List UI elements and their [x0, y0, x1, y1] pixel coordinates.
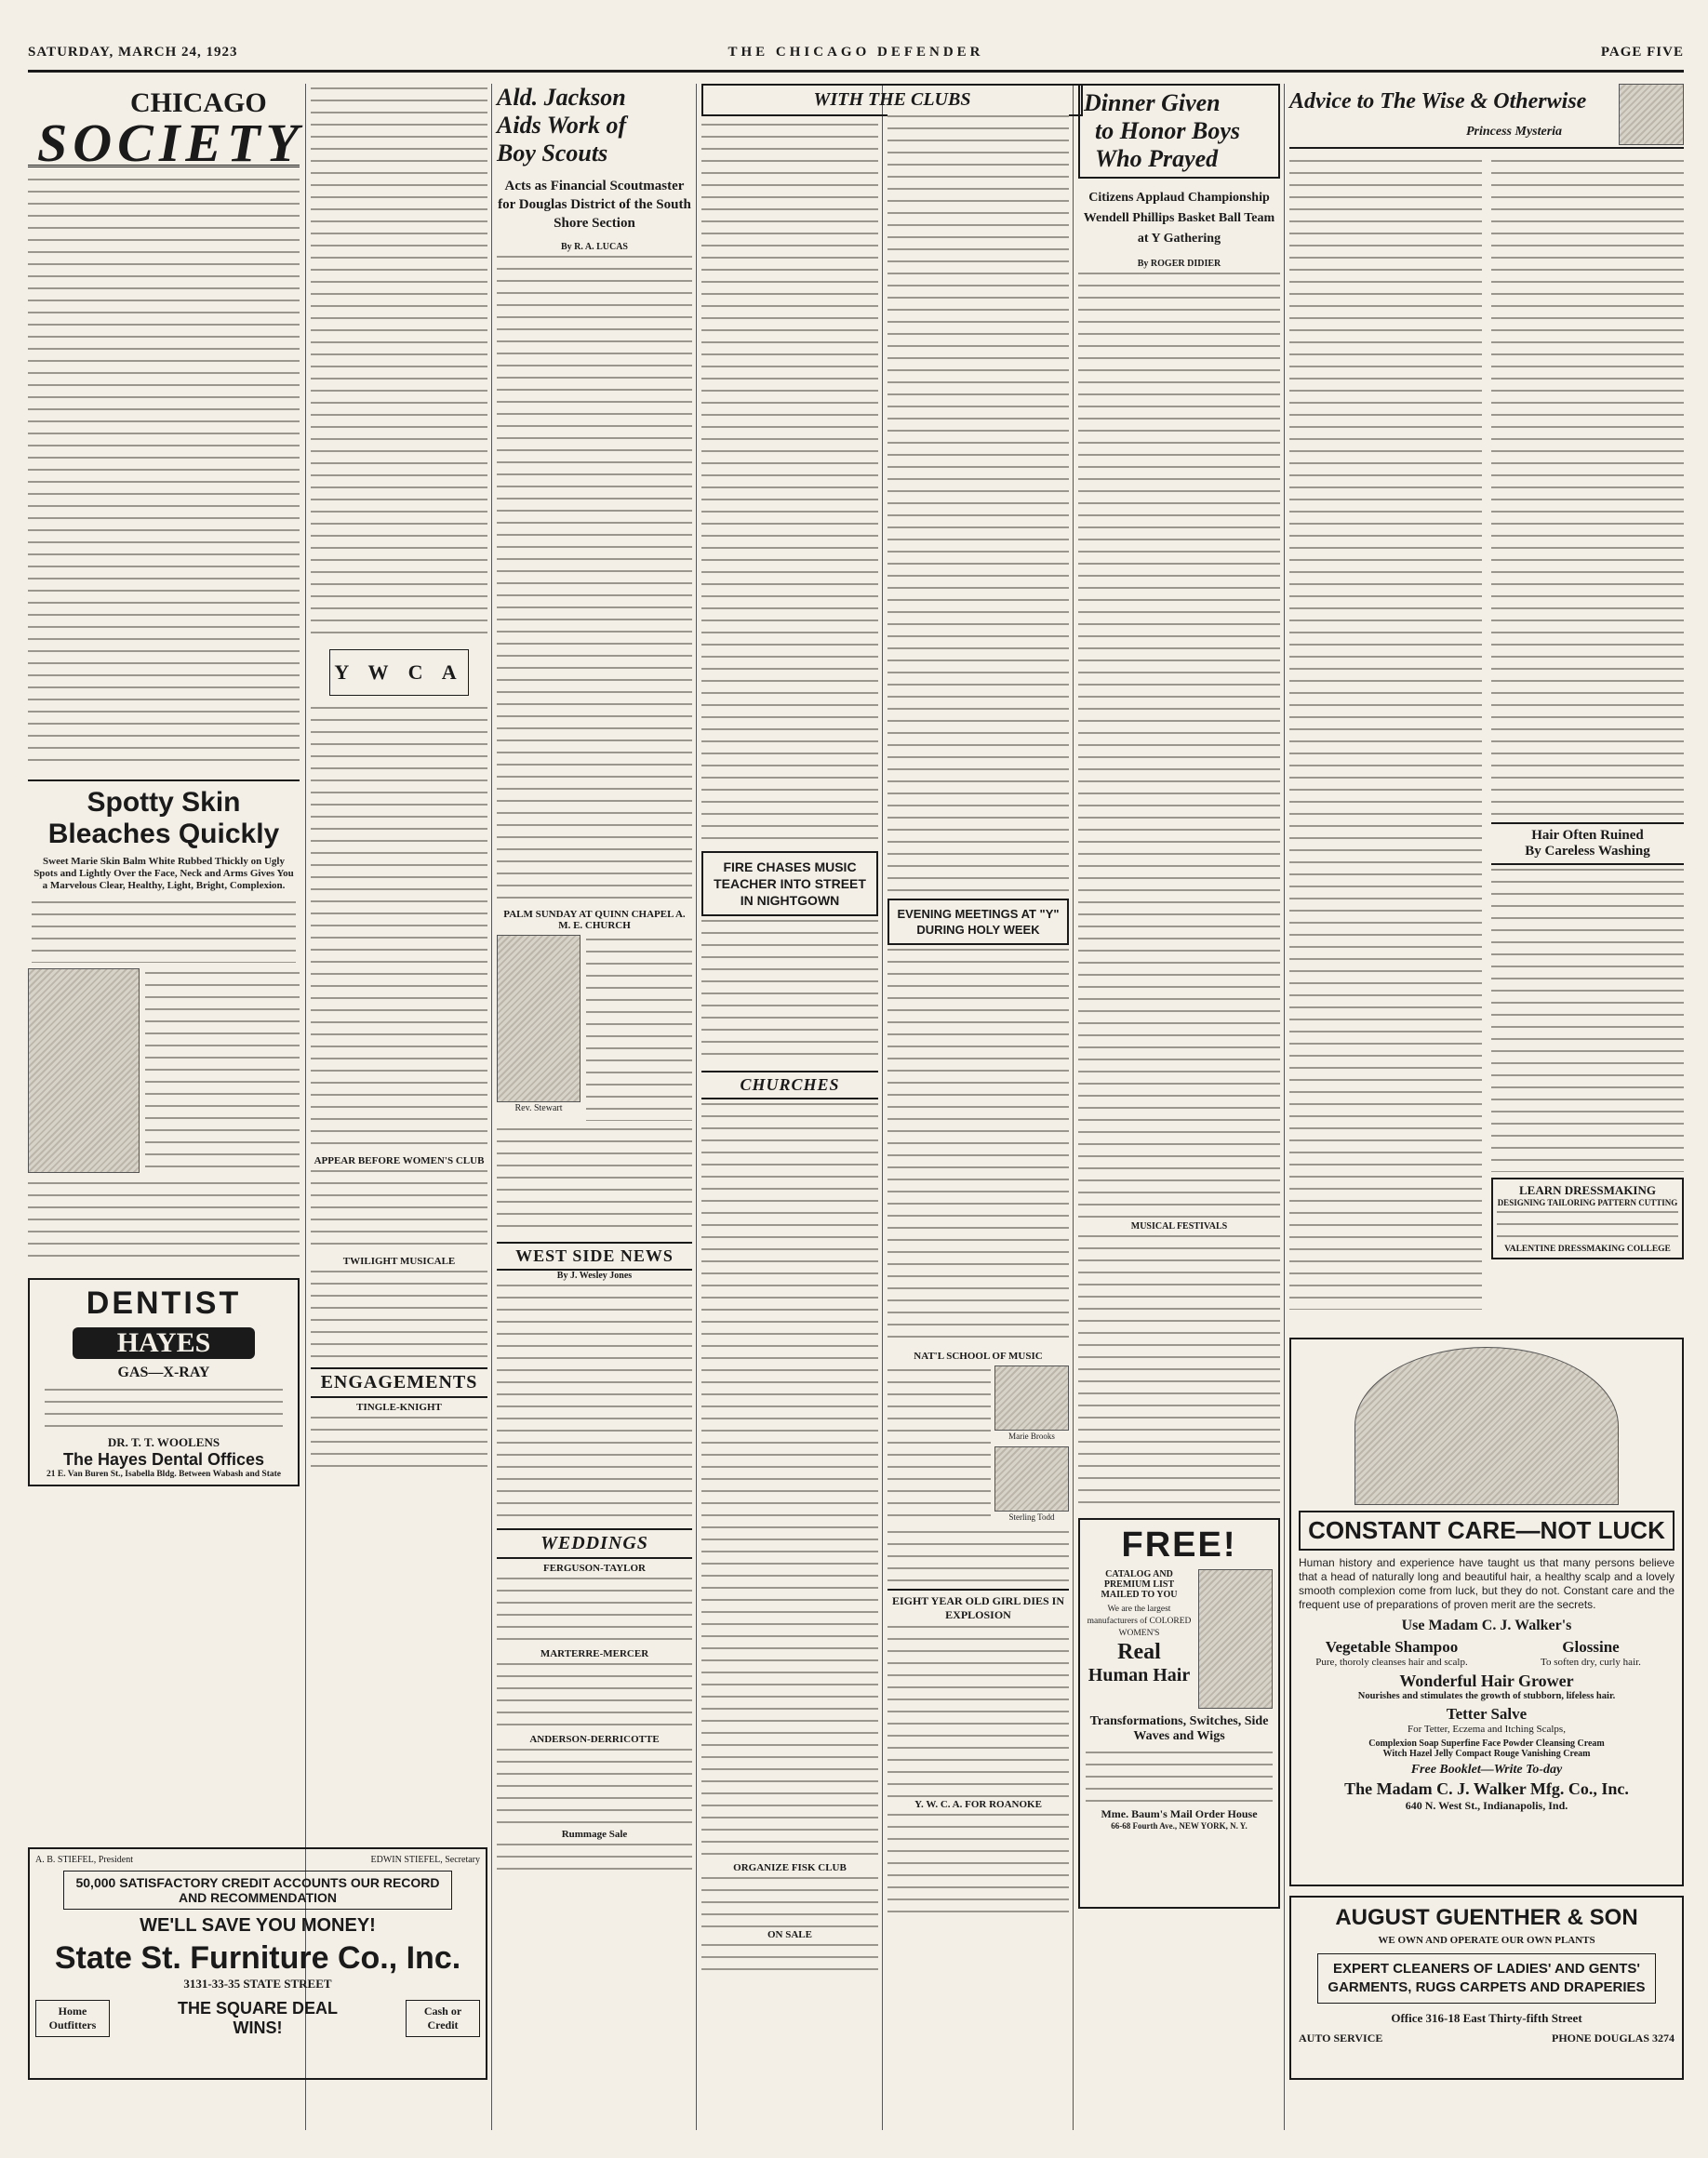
hair-heading-1: Hair Often Ruined [1531, 828, 1644, 843]
dentist-address: 21 E. Van Buren St., Isabella Bldg. Between Wabash and State [47, 1470, 281, 1479]
column-rule [1073, 84, 1074, 2130]
advice-title: Advice to The Wise & Otherwise [1289, 89, 1587, 113]
dentist-prices [45, 1385, 283, 1432]
guenther-body: EXPERT CLEANERS OF LADIES' AND GENTS' GARMENTS, RUGS CARPETS AND DRAPERIES [1317, 1953, 1656, 2004]
stiefel-president: A. B. STIEFEL, President [35, 1855, 133, 1865]
anderson-text [497, 1745, 692, 1829]
column-rule [305, 84, 306, 2130]
dentist-office: The Hayes Dental Offices [62, 1450, 265, 1469]
musical-text [1078, 1232, 1280, 1511]
society-text [28, 175, 300, 770]
valentine-name: VALENTINE DRESSMAKING COLLEGE [1504, 1245, 1671, 1254]
page-number: PAGE FIVE [1600, 45, 1684, 60]
jackson-text [497, 252, 692, 903]
society-header [28, 84, 304, 173]
walker-tetter-sub: For Tetter, Eczema and Itching Scalps, [1408, 1724, 1566, 1735]
column-6 [1078, 84, 1280, 2130]
walker-glossine-sub: To soften dry, curly hair. [1541, 1657, 1641, 1668]
palm-text [586, 935, 692, 1121]
marterre-heading: MARTERRE-MERCER [540, 1648, 649, 1659]
tingle-text [311, 1413, 487, 1469]
stiefel-secretary: EDWIN STIEFEL, Secretary [370, 1855, 480, 1865]
clubs-text [701, 120, 878, 846]
national-text [887, 1365, 991, 1524]
society-main-word: SOCIETY [37, 113, 304, 173]
spotty-title-2: Bleaches Quickly [47, 819, 280, 849]
churches-heading: CHURCHES [701, 1071, 878, 1099]
eight-heading: EIGHT YEAR OLD GIRL DIES IN EXPLOSION [887, 1589, 1069, 1622]
todd-caption: Sterling Todd [1008, 1512, 1055, 1522]
walker-body: Human history and experience have taught us that many persons believe that a head of naturally long and beautiful hair, a healthy scalp and a lovely smooth complexion come from luck, but they do not. Constant care and the frequent use of preparations of proven merit are the secrets. [1299, 1556, 1675, 1611]
transformations: Transformations, Switches, Side Waves and Wigs [1089, 1714, 1269, 1743]
advice-illustration [1619, 84, 1684, 145]
jackson-byline: By R. A. LUCAS [561, 242, 628, 252]
weddings-heading: WEDDINGS [497, 1528, 692, 1559]
on-sale-text [701, 1940, 878, 1978]
walker-portrait [1354, 1347, 1619, 1505]
dinner-headline-1: Dinner Given [1084, 89, 1221, 116]
clubs-heading: WITH THE CLUBS [701, 84, 1083, 116]
brooks-portrait [994, 1365, 1069, 1431]
baum-hair-ad [1078, 1518, 1280, 1909]
real-word: Real [1117, 1640, 1161, 1664]
roanoke-heading: Y. W. C. A. FOR ROANOKE [914, 1799, 1042, 1810]
fire-text [701, 916, 878, 1065]
palm-heading: PALM SUNDAY AT QUINN CHAPEL A. M. E. CHURCH [503, 909, 686, 931]
stiefel-cash: Cash or Credit [406, 2000, 480, 2037]
dentist-name: DR. T. T. WOOLENS [107, 1435, 220, 1449]
society-top-word: CHICAGO [130, 87, 267, 118]
fire-heading: FIRE CHASES MUSIC TEACHER INTO STREET IN NIGHTGOWN [701, 851, 878, 916]
ywca-letters: Y W C A [334, 660, 464, 684]
walker-use: Use Madam C. J. Walker's [1401, 1618, 1572, 1633]
appear-heading: APPEAR BEFORE WOMEN'S CLUB [314, 1155, 485, 1166]
walker-free-booklet: Free Booklet—Write To-day [1410, 1763, 1563, 1777]
masthead [28, 35, 1684, 73]
rummage-heading: Rummage Sale [561, 1829, 628, 1840]
spotty-text-3 [28, 1179, 300, 1267]
fisk-heading: ORGANIZE FISK CLUB [733, 1862, 847, 1873]
ferguson-text [497, 1574, 692, 1648]
walker-ad [1289, 1338, 1684, 1886]
dentist-title: DENTIST [86, 1285, 242, 1321]
stiefel-square: THE SQUARE DEAL WINS! [177, 1999, 338, 2037]
eight-text [887, 1622, 1069, 1799]
dress-heading: LEARN DRESSMAKING [1519, 1183, 1656, 1197]
jackson-deck: Acts as Financial Scoutmaster for Douglas District of the South Shore Section [498, 179, 691, 231]
column-rule [882, 84, 883, 2130]
walker-glossine: Glossine [1562, 1638, 1620, 1656]
wig-illustration [1198, 1569, 1273, 1709]
evening-heading: EVENING MEETINGS AT "Y" DURING HOLY WEEK [887, 899, 1069, 945]
walker-soaps-2: Witch Hazel Jelly Compact Rouge Vanishing Cream [1382, 1749, 1591, 1759]
human-hair: Human Hair [1088, 1665, 1191, 1685]
paper-name: THE CHICAGO DEFENDER [727, 45, 984, 60]
column-2 [311, 84, 487, 1832]
ywca-emblem [329, 649, 469, 696]
walker-maker: The Madam C. J. Walker Mfg. Co., Inc. [1344, 1779, 1629, 1798]
stiefel-save: WE'LL SAVE YOU MONEY! [140, 1915, 376, 1936]
jackson-headline-3: Boy Scouts [497, 140, 608, 167]
national-text-2 [887, 1527, 1069, 1583]
walker-shampoo: Vegetable Shampoo [1325, 1638, 1459, 1656]
tingle-heading: TINGLE-KNIGHT [356, 1402, 442, 1413]
guenther-office: Office 316-18 East Thirty-fifth Street [1391, 2011, 1582, 2025]
hayes-logo: HAYES [73, 1327, 255, 1359]
baum-name: Mme. Baum's Mail Order House [1101, 1807, 1258, 1820]
princess-mysteria: Princess Mysteria [1466, 125, 1563, 139]
walker-tetter: Tetter Salve [1446, 1705, 1528, 1723]
baum-text [1086, 1748, 1273, 1804]
spotty-title-1: Spotty Skin [87, 787, 241, 818]
column-rule [491, 84, 492, 2130]
roanoke-text [887, 1810, 1069, 1922]
dinner-byline: By ROGER DIDIER [1137, 259, 1221, 269]
anderson-heading: ANDERSON-DERRICOTTE [529, 1734, 660, 1745]
society-text-continued [311, 84, 487, 642]
westside-heading: WEST SIDE NEWS [497, 1242, 692, 1271]
dinner-text [1078, 269, 1280, 1218]
guenther-title: AUGUST GUENTHER & SON [1335, 1905, 1638, 1930]
jackson-headline-1: Ald. Jackson [497, 84, 626, 111]
dinner-headline-3: Who Prayed [1095, 145, 1219, 172]
dressmaking-ad [1491, 1178, 1684, 1259]
dinner-deck: Citizens Applaud Championship Wendell Phillips Basket Ball Team at Y Gathering [1083, 191, 1275, 246]
stiefel-accounts: 50,000 SATISFACTORY CREDIT ACCOUNTS OUR RECORD AND RECOMMENDATION [63, 1871, 452, 1910]
walker-soaps: Complexion Soap Superfine Face Powder Cleansing Cream [1368, 1738, 1605, 1749]
ferguson-heading: FERGUSON-TAYLOR [542, 1563, 647, 1574]
stiefel-name: State St. Furniture Co., Inc. [54, 1940, 461, 1976]
on-sale-heading: ON SALE [767, 1929, 812, 1940]
hair-heading-2: By Careless Washing [1525, 844, 1650, 859]
fisk-text [701, 1873, 878, 1929]
twilight-text [311, 1267, 487, 1360]
evening-text [887, 945, 1069, 1345]
westside-byline: By J. Wesley Jones [556, 1271, 633, 1281]
spotty-skin-ad [28, 779, 300, 1267]
walker-grower: Wonderful Hair Grower [1399, 1672, 1574, 1690]
gas-xray: GAS—X-RAY [117, 1365, 210, 1380]
brooks-caption: Marie Brooks [1008, 1432, 1055, 1441]
advice-text-left [1289, 156, 1482, 1310]
stewart-portrait [497, 935, 580, 1102]
dinner-headline-2: to Honor Boys [1095, 117, 1241, 144]
advice-header [1289, 84, 1684, 149]
woman-illustration [28, 968, 140, 1173]
guenther-auto: AUTO SERVICE [1299, 2031, 1383, 2045]
column-society [28, 84, 304, 2130]
portrait-caption: Rev. Stewart [514, 1103, 563, 1113]
newspaper-page [28, 35, 1684, 2138]
palm-text-2 [497, 1125, 692, 1236]
appear-text [311, 1166, 487, 1250]
musical-heading: MUSICAL FESTIVALS [1130, 1221, 1228, 1232]
column-advice [1289, 84, 1684, 1330]
column-4 [701, 84, 971, 2130]
colored-line: We are the largest manufacturers of COLORED WOMEN'S [1087, 1605, 1192, 1638]
spotty-text-2 [145, 968, 300, 1173]
stiefel-furniture-ad [28, 1847, 487, 2080]
guenther-sub: WE OWN AND OPERATE OUR OWN PLANTS [1378, 1935, 1595, 1946]
todd-portrait [994, 1446, 1069, 1512]
marterre-text [497, 1659, 692, 1734]
catalog-line: CATALOG AND PREMIUM LIST MAILED TO YOU [1101, 1569, 1178, 1600]
walker-shampoo-sub: Pure, thoroly cleanses hair and scalp. [1315, 1657, 1468, 1668]
free-word: FREE! [1121, 1525, 1237, 1565]
walker-grower-sub: Nourishes and stimulates the growth of stubborn, lifeless hair. [1357, 1691, 1616, 1701]
jackson-headline-2: Aids Work of [497, 112, 627, 139]
walker-title: CONSTANT CARE—NOT LUCK [1299, 1511, 1675, 1551]
advice-text-right [1491, 156, 1684, 817]
dentist-ad [28, 1278, 300, 1486]
guenther-phone: PHONE DOUGLAS 3274 [1551, 2031, 1675, 2045]
spotty-text [32, 898, 296, 963]
national-heading: NAT'L SCHOOL OF MUSIC [914, 1351, 1043, 1362]
guenther-ad [1289, 1896, 1684, 2080]
stiefel-home: Home Outfitters [35, 2000, 110, 2037]
ywca-text [311, 703, 487, 1150]
westside-text [497, 1281, 692, 1523]
issue-date: SATURDAY, MARCH 24, 1923 [28, 45, 238, 60]
stiefel-address: 3131-33-35 STATE STREET [183, 1977, 332, 1991]
column-rule [696, 84, 697, 2130]
spotty-subtitle: Sweet Marie Skin Balm White Rubbed Thickly on Ugly Spots and Lightly Over the Face, Neck and Arms Gives You a Marvelous Clear, Healthy, Light, Bright, Complexion. [33, 856, 294, 891]
dress-sub: DESIGNING TAILORING PATTERN CUTTING [1497, 1198, 1678, 1207]
churches-text [701, 1099, 878, 1862]
dress-text [1497, 1207, 1678, 1245]
twilight-heading: TWILIGHT MUSICALE [342, 1256, 456, 1267]
rummage-text [497, 1840, 692, 1877]
baum-address: 66-68 Fourth Ave., NEW YORK, N. Y. [1111, 1821, 1248, 1831]
engagements-heading: ENGAGEMENTS [311, 1367, 487, 1398]
column-3 [497, 84, 692, 2130]
walker-address: 640 N. West St., Indianapolis, Ind. [1405, 1799, 1568, 1812]
hair-text [1491, 865, 1684, 1172]
clubs-text-continued [887, 112, 1069, 893]
column-rule [1284, 84, 1285, 2130]
column-5 [887, 112, 1069, 2158]
